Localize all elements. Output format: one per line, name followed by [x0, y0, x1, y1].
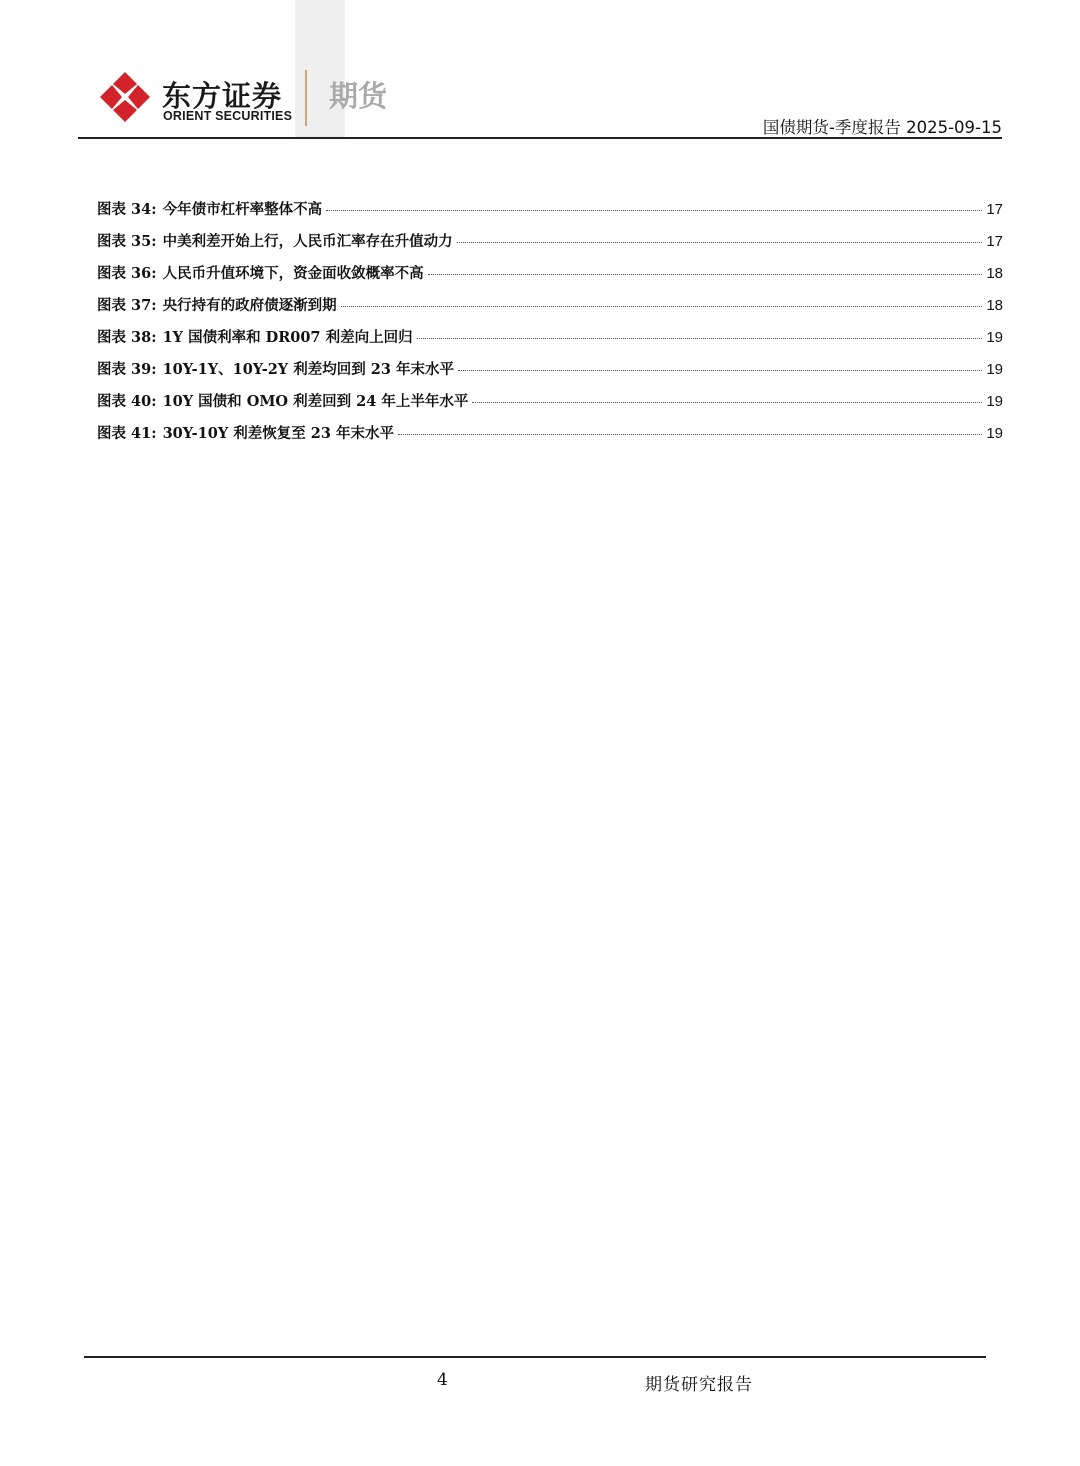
- toc-entry[interactable]: [97, 198, 1003, 230]
- toc-leader-dots: [326, 210, 982, 211]
- toc-entry-number: 图表 35:: [97, 233, 157, 250]
- toc-entry-page: 18: [986, 297, 1003, 314]
- toc-entry[interactable]: [97, 422, 1003, 454]
- toc-entry-title: 1Y 国债利率和 DR007 利差向上回归: [162, 329, 413, 346]
- toc-entry-page: 18: [986, 265, 1003, 282]
- toc-entry[interactable]: [97, 262, 1003, 294]
- report-title-date: 国债期货-季度报告 2025-09-15: [762, 118, 1002, 137]
- toc-leader-dots: [417, 338, 983, 339]
- header-accent-band: [295, 0, 345, 138]
- toc-entry-number: 图表 34:: [97, 201, 157, 218]
- toc-entry[interactable]: [97, 230, 1003, 262]
- toc-entry-number: 图表 39:: [97, 361, 157, 378]
- toc-leader-dots: [457, 242, 983, 243]
- toc-entry[interactable]: [97, 326, 1003, 358]
- toc-entry[interactable]: [97, 358, 1003, 390]
- header-divider: [78, 137, 1002, 139]
- footer-label: 期货研究报告: [645, 1375, 753, 1395]
- toc-entry[interactable]: [97, 390, 1003, 422]
- toc-entry-title: 央行持有的政府债逐渐到期: [162, 297, 337, 314]
- toc-entry-title: 10Y-1Y、10Y-2Y 利差均回到 23 年末水平: [162, 361, 454, 378]
- brand-name-cn: 东方证券: [162, 79, 283, 113]
- brand-name-en: ORIENT SECURITIES: [163, 109, 293, 123]
- toc-entry-title: 中美利差开始上行，人民币汇率存在升值动力: [162, 233, 453, 250]
- footer-divider: [84, 1356, 986, 1358]
- toc-entry[interactable]: [97, 294, 1003, 326]
- toc-leader-dots: [428, 274, 983, 275]
- toc-leader-dots: [341, 306, 983, 307]
- toc-entry-page: 19: [986, 361, 1003, 378]
- toc-entry-title: 今年债市杠杆率整体不高: [162, 201, 323, 218]
- toc-entry-page: 19: [986, 393, 1003, 410]
- toc-leader-dots: [472, 402, 982, 403]
- toc-entry-title: 10Y 国债和 OMO 利差回到 24 年上半年水平: [162, 393, 469, 410]
- toc-entry-number: 图表 41:: [97, 425, 157, 442]
- brand-divider: [305, 70, 307, 126]
- toc-entry-number: 图表 40:: [97, 393, 157, 410]
- toc-leader-dots: [458, 370, 982, 371]
- toc-leader-dots: [398, 434, 982, 435]
- orient-securities-logo-icon: [98, 70, 152, 124]
- toc-entry-page: 17: [986, 201, 1003, 218]
- toc-entry-number: 图表 38:: [97, 329, 157, 346]
- toc-entry-title: 30Y-10Y 利差恢复至 23 年末水平: [162, 425, 395, 442]
- toc-entry-page: 19: [986, 425, 1003, 442]
- toc-entry-page: 17: [986, 233, 1003, 250]
- brand-division-label: 期货: [329, 79, 388, 113]
- toc-entry-number: 图表 36:: [97, 265, 157, 282]
- toc-entry-title: 人民币升值环境下，资金面收敛概率不高: [162, 265, 424, 282]
- toc-entry-page: 19: [986, 329, 1003, 346]
- toc-entry-number: 图表 37:: [97, 297, 157, 314]
- page-number: 4: [437, 1370, 448, 1390]
- figure-list: [97, 198, 1003, 454]
